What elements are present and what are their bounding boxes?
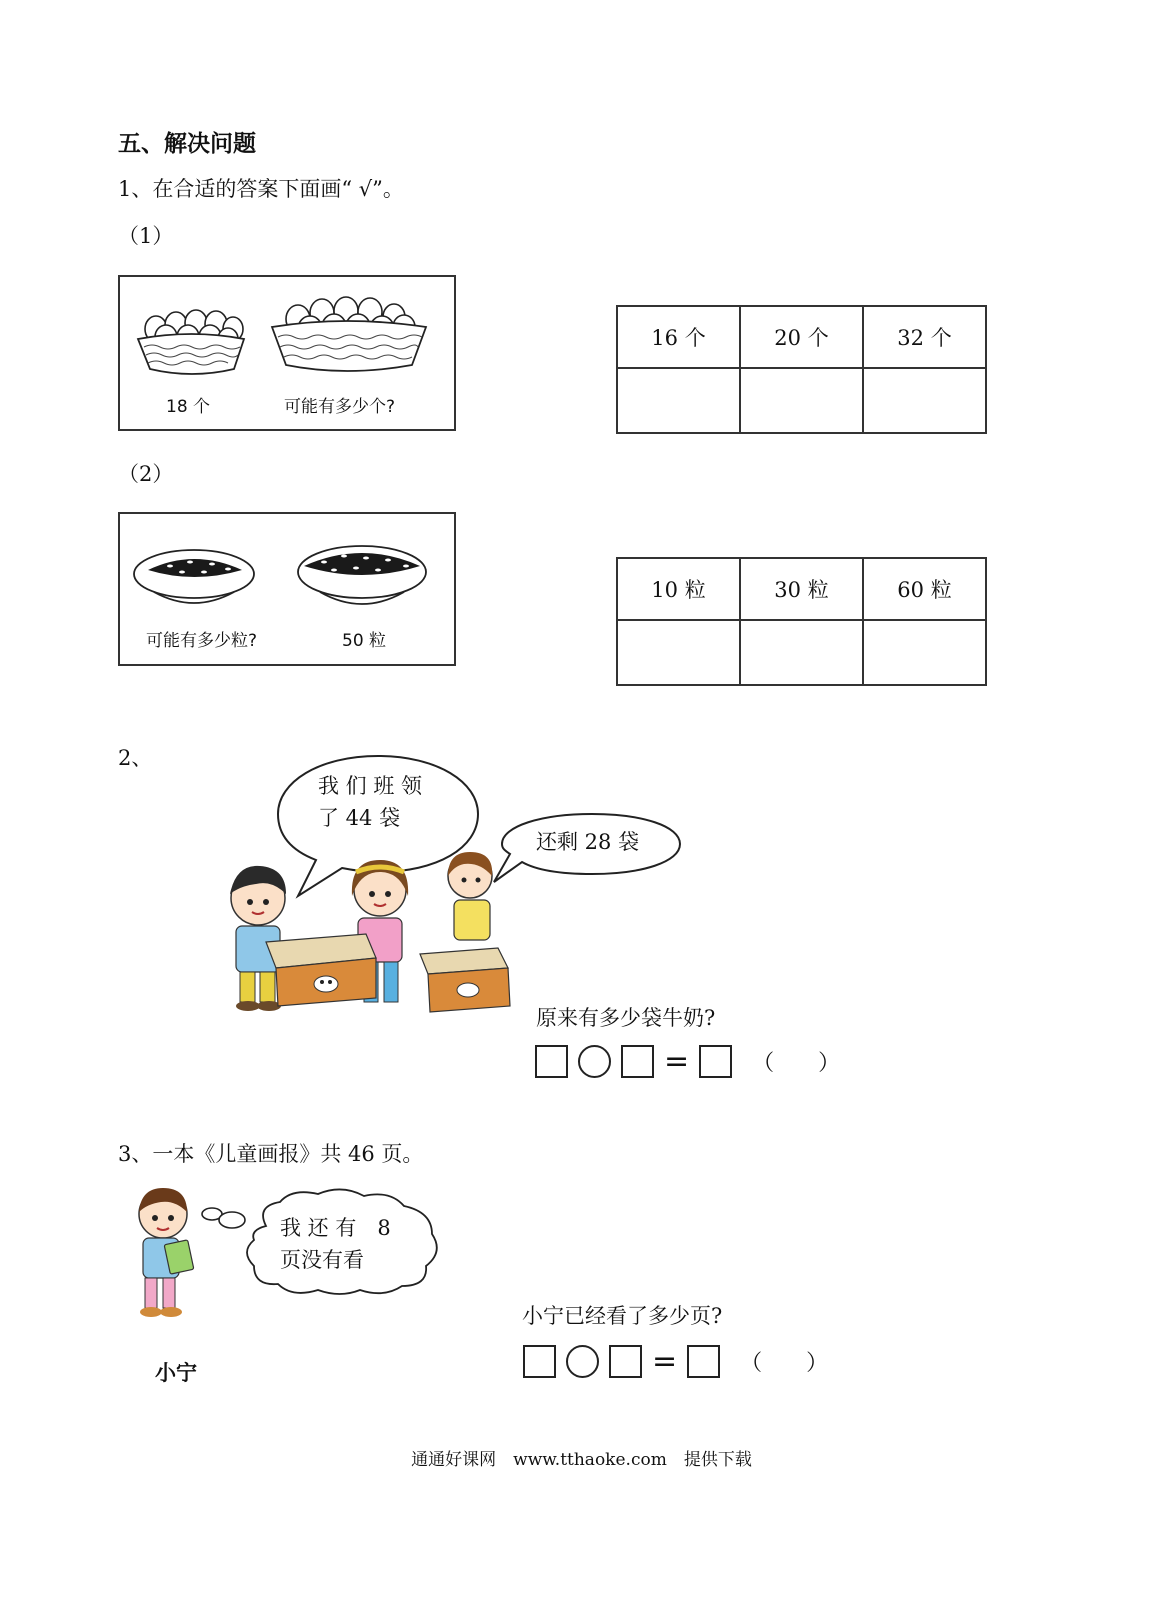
equals-sign-icon: =	[652, 1343, 678, 1379]
answer-cell[interactable]	[863, 368, 986, 433]
number-box[interactable]	[535, 1045, 568, 1078]
answer-cell[interactable]	[617, 368, 740, 433]
number-box[interactable]	[621, 1045, 654, 1078]
q3-question: 小宁已经看了多少页?	[522, 1304, 723, 1328]
bean-plates-picture	[118, 512, 456, 666]
unit-answer-paren[interactable]: （ ）	[740, 1351, 829, 1376]
bubble1-line2: 了 44 袋	[318, 806, 401, 830]
q2-equation	[535, 1045, 840, 1078]
option-cell: 16 个	[617, 306, 740, 368]
egg-right-label: 可能有多少个?	[284, 397, 396, 417]
option-cell: 20 个	[740, 306, 863, 368]
q1-part1-label: （1）	[118, 224, 174, 248]
bubble1-line1: 我 们 班 领	[318, 774, 423, 798]
operator-circle[interactable]	[566, 1345, 599, 1378]
section-title: 五、解决问题	[118, 131, 256, 157]
result-box[interactable]	[687, 1345, 720, 1378]
unit-answer-paren[interactable]: （ ）	[752, 1051, 841, 1076]
q3-equation	[523, 1345, 828, 1378]
option-cell: 30 粒	[740, 558, 863, 620]
equals-sign-icon: =	[664, 1043, 690, 1079]
answer-cell[interactable]	[740, 368, 863, 433]
q3-statement: 3、一本《儿童画报》共 46 页。	[118, 1142, 424, 1166]
result-box[interactable]	[699, 1045, 732, 1078]
egg-baskets-picture	[118, 275, 456, 431]
bean-left-label: 可能有多少粒?	[146, 631, 258, 651]
operator-circle[interactable]	[578, 1045, 611, 1078]
egg-left-label: 18 个	[166, 397, 211, 417]
q2-number: 2、	[118, 746, 153, 770]
number-box[interactable]	[609, 1345, 642, 1378]
thought-line1: 我 还 有 8	[280, 1216, 391, 1240]
option-cell: 10 粒	[617, 558, 740, 620]
boy-reading-illustration	[125, 1180, 205, 1320]
q1-part2-label: （2）	[118, 462, 174, 486]
answer-cell[interactable]	[617, 620, 740, 685]
character-name: 小宁	[155, 1361, 197, 1385]
answer-cell[interactable]	[740, 620, 863, 685]
option-cell: 32 个	[863, 306, 986, 368]
children-milk-boxes-illustration	[216, 846, 518, 1018]
thought-line2: 页没有看	[280, 1248, 364, 1272]
q1-part1-answer-table	[616, 305, 987, 434]
q1-instruction: 1、在合适的答案下面画“ √”。	[118, 177, 404, 201]
bubble2-text: 还剩 28 袋	[536, 830, 640, 854]
option-cell: 60 粒	[863, 558, 986, 620]
footer-credit: 通通好课网 www.tthaoke.com 提供下载	[411, 1450, 752, 1470]
q2-question: 原来有多少袋牛奶?	[536, 1006, 716, 1030]
q1-part2-answer-table	[616, 557, 987, 686]
number-box[interactable]	[523, 1345, 556, 1378]
answer-cell[interactable]	[863, 620, 986, 685]
bean-right-label: 50 粒	[342, 631, 387, 651]
